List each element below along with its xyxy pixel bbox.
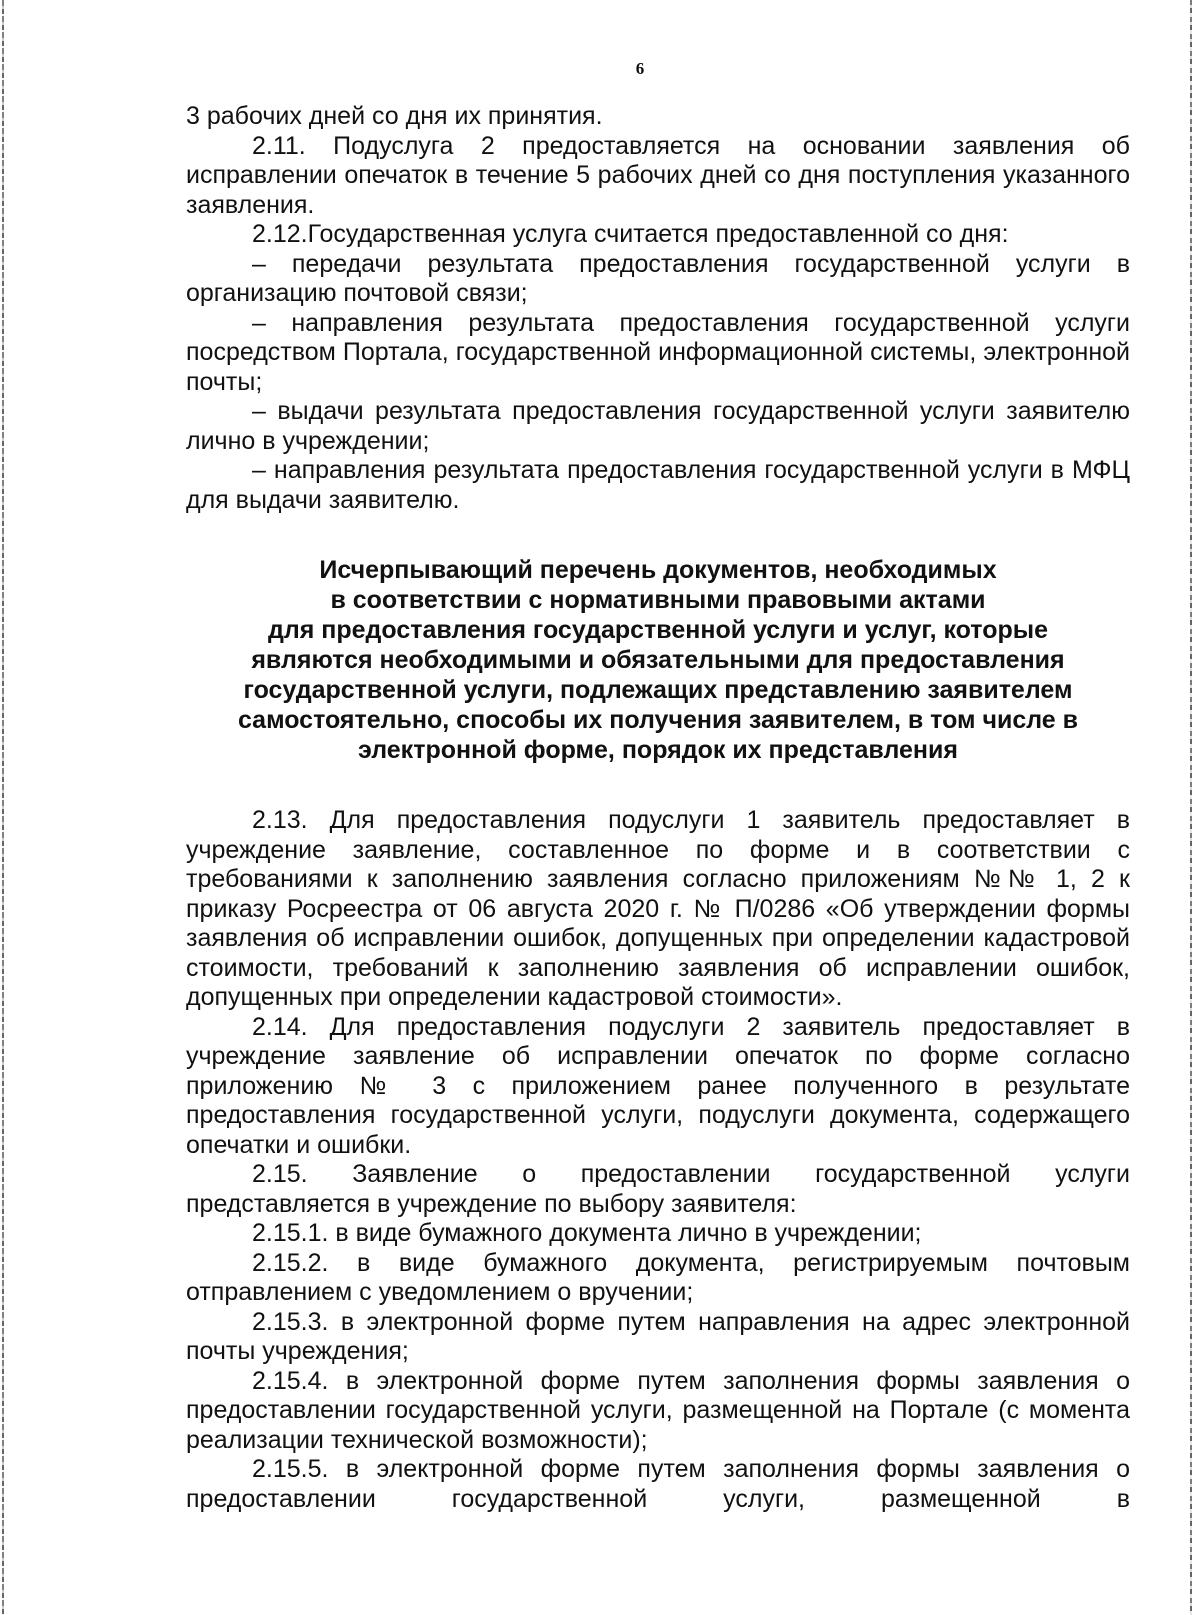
paragraph-2-14: 2.14. Для предоставления подуслуги 2 заявитель предоставляет в учреждение заявление об исправлении опечаток по форме согласно приложению № 3 с приложением ранее полученного в результате предоставления государственной услуги, подуслуги документа, содержащего опечатки и ошибки.	[186, 1012, 1130, 1159]
paragraph-2-11: 2.11. Подуслуга 2 предоставляется на основании заявления об исправлении опечаток в течение 5 рабочих дней со дня поступления указанного заявления.	[186, 131, 1130, 219]
heading-line: государственной услуги, подлежащих представлению заявителем	[243, 676, 1073, 704]
page-number: 6	[635, 59, 645, 78]
paragraph-2-15-2: 2.15.2. в виде бумажного документа, регистрируемым почтовым отправлением с уведомлением о вручении;	[186, 1248, 1130, 1306]
heading-line: являются необходимыми и обязательными для предоставления	[251, 646, 1065, 674]
list-item-portal: – направления результата предоставления государственной услуги посредством Портала, государственной информационной системы, электронной почты;	[186, 308, 1130, 396]
paragraph-2-15: 2.15. Заявление о предоставлении государственной услуги представляется в учреждение по выбору заявителя:	[186, 1160, 1130, 1218]
paragraph-2-15-4: 2.15.4. в электронной форме путем заполнения формы заявления о предоставлении государственной услуги, размещенной на Портале (с момента реализации технической возможности);	[186, 1366, 1130, 1454]
heading-line: самостоятельно, способы их получения заявителем, в том числе в	[237, 706, 1079, 734]
list-item-postal: – передачи результата предоставления государственной услуги в организацию почтовой связи;	[186, 249, 1130, 307]
heading-line: электронной форме, порядок их представления	[358, 736, 958, 764]
paragraph-2-15-5: 2.15.5. в электронной форме путем заполнения формы заявления о предоставлении государственной услуги, размещенной в	[186, 1455, 1130, 1513]
paragraph-2-13: 2.13. Для предоставления подуслуги 1 заявитель предоставляет в учреждение заявление, составленное по форме и в соответствии с требованиями к заполнению заявления согласно приложениям №№ 1, 2 к приказу Росреестра от 06 августа 2020 г. № П/0286 «Об утверждении формы заявления об исправлении ошибок, допущенных при определении кадастровой стоимости, требований к заполнению заявления об исправлении ошибок, допущенных при определении кадастровой стоимости».	[186, 806, 1130, 1011]
heading-line: Исчерпывающий перечень документов, необходимых	[319, 556, 997, 584]
scan-edge-right	[1190, 0, 1192, 1615]
list-item-in-person: – выдачи результата предоставления государственной услуги заявителю лично в учреждении;	[186, 397, 1130, 455]
paragraph-continuation: 3 рабочих дней со дня их принятия.	[186, 102, 603, 130]
heading-line: в соответствии с нормативными правовыми актами	[330, 586, 986, 614]
scan-edge-left	[2, 0, 4, 1615]
list-item-mfc: – направления результата предоставления государственной услуги в МФЦ для выдачи заявителю.	[186, 456, 1130, 514]
section-heading	[186, 555, 1130, 765]
document-body	[186, 102, 1130, 1514]
paragraph-2-15-1: 2.15.1. в виде бумажного документа лично в учреждении;	[252, 1219, 922, 1247]
paragraph-2-15-3: 2.15.3. в электронной форме путем направления на адрес электронной почты учреждения;	[186, 1307, 1130, 1365]
heading-line: для предоставления государственной услуги и услуг, которые	[267, 616, 1049, 644]
paragraph-2-12: 2.12.Государственная услуга считается предоставленной со дня:	[252, 220, 1009, 248]
